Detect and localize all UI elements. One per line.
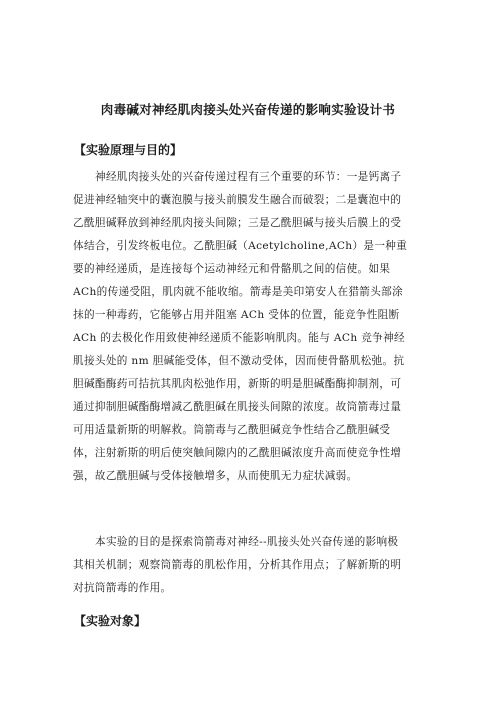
text-line: 体结合，引发终板电位。乙酰胆碱（Acetylcholine,ACh）是一种重	[73, 240, 408, 252]
text-line: ACh的传递受阻，肌肉就不能收缩。箭毒是美印第安人在猎箭头部涂	[73, 286, 404, 298]
text-line: 要的神经递质，是连接每个运动神经元和骨骼肌之间的信使。如果	[73, 263, 391, 275]
text-line: 神经肌肉接头处的兴奋传递过程有三个重要的环节：一是钙离子	[95, 171, 402, 183]
text-line: 促进神经轴突中的囊泡膜与接头前膜发生融合而破裂；二是囊泡中的	[73, 194, 402, 206]
text-line: 抹的一种毒药，它能够占用并阻塞 ACh 受体的位置，能竞争性阻断	[73, 309, 400, 321]
text-line: 体，注射新斯的明后使突触间隙内的乙酰胆碱浓度升高而使竞争性增	[73, 447, 402, 459]
document-title: 肉毒碱对神经肌肉接头处兴奋传递的影响实验设计书	[100, 102, 396, 117]
section-heading-subjects: 【实验对象】	[74, 614, 147, 628]
section-heading-principle: 【实验原理与目的】	[74, 143, 183, 157]
text-line: 强，故乙酰胆碱与受体接触增多，从而使肌无力症状减弱。	[73, 470, 358, 482]
text-line: 乙酰胆碱释放到神经肌肉接头间隙；三是乙酰胆碱与接头后膜上的受	[73, 217, 402, 229]
text-line: 可用适量新斯的明解救。筒箭毒与乙酰胆碱竞争性结合乙酰胆碱受	[73, 424, 391, 436]
text-line: ACh 的去极化作用致使神经递质不能影响肌肉。能与 ACh 竞争神经	[73, 332, 406, 344]
text-line: 对抗筒箭毒的作用。	[73, 582, 172, 594]
text-line: 本实验的目的是探索筒箭毒对神经--肌接头处兴奋传递的影响极	[95, 536, 399, 548]
text-line: 通过抑制胆碱酯酶增减乙酰胆碱在肌接头间隙的浓度。故筒箭毒过量	[73, 401, 402, 413]
text-line: 其相关机制；观察筒箭毒的肌松作用，分析其作用点；了解新斯的明	[73, 559, 402, 571]
text-line: 肌接头处的 nm 胆碱能受体，但不激动受体，因而使骨骼肌松弛。抗	[73, 355, 405, 367]
paragraph-principle	[73, 166, 425, 488]
paragraph-purpose	[73, 531, 425, 600]
text-line: 胆碱酯酶药可拮抗其肌肉松弛作用，新斯的明是胆碱酯酶抑制剂，可	[73, 378, 402, 390]
